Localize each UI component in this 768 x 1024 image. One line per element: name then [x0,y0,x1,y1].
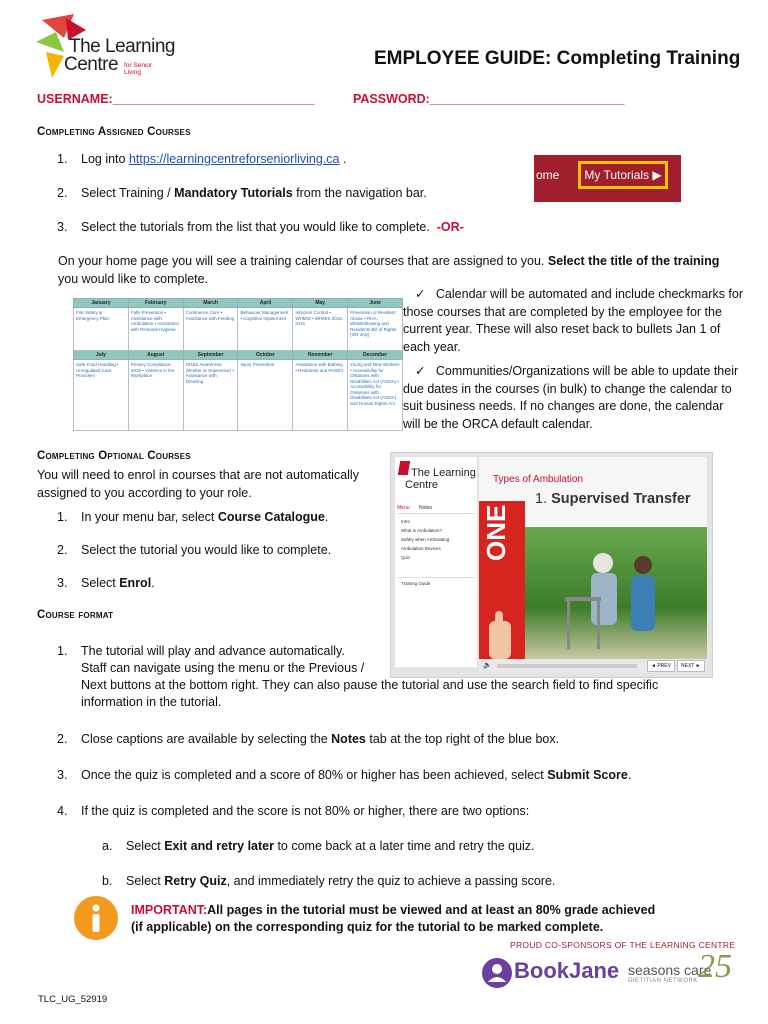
leaf-logo-icon [398,461,410,475]
cal-cell[interactable]: OH&S Awareness (Worker or Supervisor) • Assistance with Dressing [183,360,238,431]
tutorial-slide [479,457,707,667]
cal-month: January [74,299,129,308]
assigned-step-2: 2. Select Training / Mandatory Tutorials from the navigation bar. [57,186,427,200]
checkmark-icon: ✓ [415,364,426,378]
logo-line2: Centre [64,54,119,75]
cal-month: September [183,351,238,360]
menu-item[interactable]: What is Ambulation? [401,528,443,533]
tutorial-menu-list [401,517,449,562]
page-title: EMPLOYEE GUIDE: Completing Training [374,48,741,69]
cal-month: June [348,299,403,308]
cal-month: April [238,299,293,308]
volume-icon[interactable]: 🔈 [483,662,492,669]
format-heading: Course format [37,609,114,621]
cal-month: December [348,351,403,360]
tutorial-sidebar [395,457,477,667]
caregiver-photo [525,527,707,661]
format-substep-b: b. Select Retry Quiz, and immediately retry the quiz to achieve a passing score. [102,874,556,888]
cal-month: February [128,299,183,308]
menu-item[interactable]: Ambulation Devices [401,546,441,551]
cal-month: March [183,299,238,308]
prev-button[interactable]: ◄ PREV [647,660,675,672]
document-code: TLC_UG_52919 [38,994,108,1005]
cal-cell[interactable]: Young and New Workers • Accessibility for Ontarians with Disabilities Act (AODA) • Accessibility for Ontarians with Disabilities Act (AODA) and Human Rights Act [348,360,403,431]
format-substep-a: a. Select Exit and retry later to come back at a later time and retry the quiz. [102,839,535,853]
menu-item[interactable]: Quiz [401,555,411,560]
assigned-step-1: 1. Log into https://learningcentreforseniorliving.ca . [57,152,347,166]
menu-item[interactable]: Intro [401,519,411,524]
cal-cell[interactable]: Continence Care • Assistance with Feeding [183,308,238,351]
info-icon [74,896,118,940]
tab-notes[interactable]: Notes [419,505,433,511]
optional-step-3: 3. Select Enrol. [57,576,155,590]
learning-centre-logo [34,12,184,82]
one-banner: ONE [479,501,525,661]
menu-item-training-guide[interactable]: Training Guide [401,581,431,586]
logo-line1: The Learning [69,36,175,57]
sponsors-label: PROUD CO-SPONSORS OF THE LEARNING CENTRE [510,940,736,950]
tutorial-logo-line2: Centre [405,479,439,491]
cal-cell[interactable]: Privacy Compliance 2015 • Violence in the Workplace [128,360,183,431]
calendar-note-2: ✓ Communities/Organizations will be able to update their due dates in the courses (in bulk) to change the calendar to suit business needs. If no changes are done, the calendar will be the ORCA default calendar. [403,364,739,431]
assigned-step-3: 3. Select the tutorials from the list that you would like to complete. -OR- [57,220,464,234]
cal-month: August [128,351,183,360]
cal-cell[interactable]: Injury Prevention [238,360,293,431]
cal-cell[interactable]: Assistance with Bathing • Restraints and PASD's [293,360,348,431]
cal-month: October [238,351,293,360]
next-button[interactable]: NEXT ► [677,660,705,672]
my-tutorials-button[interactable]: My Tutorials ▶ [578,161,668,189]
cal-cell[interactable]: Behaviour Management • Cognitive Impairment [238,308,293,351]
format-step-4: 4. If the quiz is completed and the score is not 80% or higher, there are two options: [57,804,530,818]
cal-cell[interactable]: Infection Control • WHMIS • WHMIS 2015: GHS [293,308,348,351]
tab-menu[interactable]: Menu [397,505,410,511]
caregiver-walker-icon [525,527,707,661]
slide-subtitle: 1. Supervised Transfer [535,491,691,507]
seasons-care-subtitle: DIETITIAN NETWORK [628,978,698,984]
optional-step-1: 1. In your menu bar, select Course Catalogue. [57,510,329,524]
anniversary-logo: 25 [698,948,732,985]
seasons-care-logo: seasons care [628,962,712,978]
optional-heading: Completing Optional Courses [37,450,191,462]
cal-cell[interactable]: Safe Food Handling • Unregulated Care Providers [74,360,129,431]
cal-cell[interactable]: Falls Prevention • Assistance with Ambulation • Assistance with Personal Hygiene [128,308,183,351]
nav-bar-screenshot [534,155,681,202]
calendar-note-1: ✓ Calendar will be automated and include checkmarks for those courses that are completed by the employee for the current year. These will also reset back to bullets Jan 1 of each year. [403,287,744,354]
bookjane-logo-icon [482,958,512,988]
optional-intro: You will need to enrol in courses that are not automatically assigned to you according to your role. [37,468,359,500]
format-step-2: 2. Close captions are available by selecting the Notes tab at the top right of the blue box. [57,732,560,746]
home-page-paragraph: On your home page you will see a training calendar of courses that are assigned to you. Select the title of the training you would like to complete. [58,254,720,286]
cal-cell[interactable]: Fire Safety & Emergency Plan [74,308,129,351]
cal-month: July [74,351,129,360]
format-step-3: 3. Once the quiz is completed and a score of 80% or higher has been achieved, select Submit Score. [57,768,632,782]
checkmark-icon: ✓ [415,287,426,301]
menu-item[interactable]: Safety when Ambulating [401,537,450,542]
username-field[interactable]: USERNAME:_____________________________ [37,92,315,106]
site-link[interactable]: https://learningcentreforseniorliving.ca [128,152,340,166]
password-field[interactable]: PASSWORD:____________________________ [353,92,625,106]
tutorial-logo-line1: The Learning [411,467,476,479]
cal-month: November [293,351,348,360]
nav-home-label: ome [536,168,560,182]
optional-step-2: 2. Select the tutorial you would like to complete. [57,543,332,557]
cal-cell[interactable]: Prevention of Resident Abuse • RHA: Whistleblowing and Residents Bill of Rights (ON only) [348,308,403,351]
bookjane-logo: BookJane [514,958,620,983]
logo-subtitle: for Senior Living [124,62,153,76]
slide-title: Types of Ambulation [493,474,584,485]
important-note: IMPORTANT:All pages in the tutorial must be viewed and at least an 80% grade achieved (if applicable) on the corresponding quiz for the tutorial to be marked complete. [131,903,656,934]
cal-month: May [293,299,348,308]
training-calendar [73,298,403,431]
assigned-heading: Completing Assigned Courses [37,126,191,138]
